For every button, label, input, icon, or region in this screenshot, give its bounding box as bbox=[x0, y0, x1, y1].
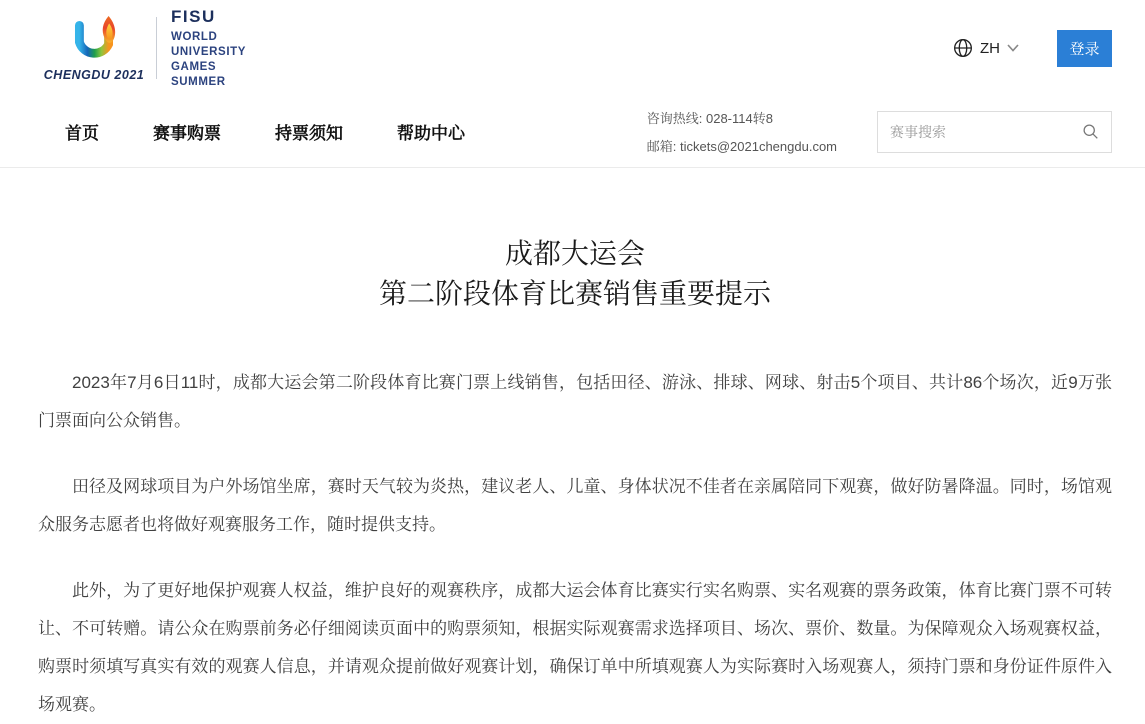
fisu-line-world: WORLD bbox=[171, 30, 218, 43]
fisu-wordmark bbox=[171, 7, 246, 90]
notice-title-line1: 成都大运会 bbox=[504, 238, 645, 269]
search-icon[interactable] bbox=[1082, 123, 1099, 140]
language-code: ZH bbox=[980, 39, 1000, 57]
notice-paragraph-3: 此外，为了更好地保护观赛人权益，维护良好的观赛秩序，成都大运会体育比赛实行实名购票、实名观赛的票务政策，体育比赛门票不可转让、不可转赠。请公众在购票前务必仔细阅读页面中的购票须知，根据实际观赛需求选择项目、场次、票价、数量。为保障观众入场观赛权益，购票时须填写真实有效的观赛人信息，并请观众提前做好观赛计划，确保订单中所填观赛人为实际赛时入场观赛人，须持门票和身份证件原件入场观赛。 bbox=[38, 581, 1112, 714]
fisu-line-summer: SUMMER bbox=[171, 75, 226, 88]
fisu-line-games: GAMES bbox=[171, 60, 217, 73]
nav-links bbox=[65, 119, 465, 144]
games-u-logo-icon bbox=[67, 15, 121, 65]
email-text: 邮箱: tickets@2021chengdu.com bbox=[646, 139, 837, 154]
chengdu-2021-logo bbox=[43, 15, 145, 82]
globe-icon bbox=[953, 38, 973, 58]
fisu-line-university: UNIVERSITY bbox=[171, 45, 247, 58]
event-search-box[interactable] bbox=[877, 111, 1112, 153]
notice-title bbox=[38, 234, 1112, 314]
nav-item-home[interactable]: 首页 bbox=[65, 124, 99, 143]
brand bbox=[43, 6, 247, 88]
main-nav bbox=[0, 96, 1145, 168]
notice-paragraph-2: 田径及网球项目为户外场馆坐席，赛时天气较为炎热，建议老人、儿童、身体状况不佳者在亲属陪同下观赛，做好防暑降温。同时，场馆观众服务志愿者也将做好观赛服务工作，随时提供支持。 bbox=[38, 477, 1112, 534]
site-header bbox=[0, 0, 1145, 96]
nav-item-help-center[interactable]: 帮助中心 bbox=[397, 124, 465, 143]
search-input[interactable] bbox=[890, 124, 1082, 140]
login-button[interactable]: 登录 bbox=[1057, 30, 1112, 67]
nav-item-buy-tickets[interactable]: 赛事购票 bbox=[153, 124, 221, 143]
brand-divider bbox=[156, 17, 157, 79]
chevron-down-icon bbox=[1007, 44, 1019, 52]
notice-body bbox=[38, 364, 1112, 724]
logo-caption: CHENGDU 2021 bbox=[43, 67, 145, 82]
language-switcher[interactable] bbox=[953, 38, 1019, 58]
nav-item-ticket-holder-notice[interactable]: 持票须知 bbox=[275, 124, 343, 143]
notice-page bbox=[0, 168, 1145, 724]
hotline-text: 咨询热线: 028-114转8 bbox=[646, 111, 773, 126]
notice-paragraph-1: 2023年7月6日11时，成都大运会第二阶段体育比赛门票上线销售，包括田径、游泳、排球、网球、射击5个项目、共计86个场次，近9万张门票面向公众销售。 bbox=[38, 373, 1112, 430]
notice-title-line2: 第二阶段体育比赛销售重要提示 bbox=[378, 278, 771, 309]
contact-info bbox=[647, 108, 837, 155]
fisu-word: FISU bbox=[171, 6, 216, 26]
